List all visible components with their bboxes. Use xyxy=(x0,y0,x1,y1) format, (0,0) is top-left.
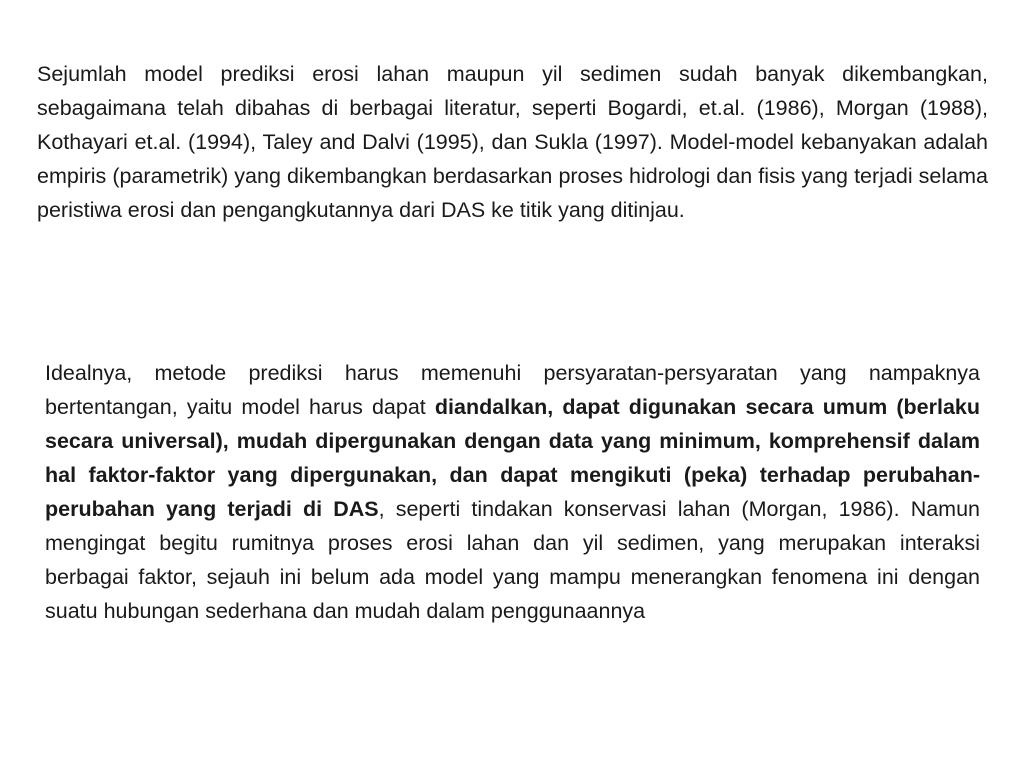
paragraph-2-bold-requirements: diandalkan, dapat digunakan secara umum (berlaku secara universal), mudah dipergunakan dengan data yang minimum, komprehensif dalam hal faktor-faktor yang dipergunakan, dan dapat mengikuti (peka) terhadap perubahan-perubahan yang terjadi di DAS xyxy=(45,395,981,521)
paragraph-1-text: Sejumlah model prediksi erosi lahan maupun yil sedimen sudah banyak dikembangkan, sebagaimana telah dibahas di berbagai literatur, seperti Bogardi, et.al. (1986), Morgan (1988), Kothayari et.al. (1994), Taley and Dalvi (1995), dan Sukla (1997). Model-model kebanyakan adalah empiris (parametrik) yang dikembangkan berdasarkan proses hidrologi dan fisis yang terjadi selama peristiwa erosi dan pengangkutannya dari DAS ke titik yang ditinjau. xyxy=(37,62,988,222)
paragraph-2-intro: Idealnya, metode prediksi harus memenuhi persyaratan-persyaratan yang nampaknya bertentangan, yaitu model harus dapat xyxy=(45,361,980,419)
paragraph-2-rest: , seperti tindakan konservasi lahan (Morgan, 1986). Namun mengingat begitu rumitnya proses erosi lahan dan yil sedimen, yang merupakan interaksi berbagai faktor, sejauh ini belum ada model yang mampu menerangkan fenomena ini dengan suatu hubungan sederhana dan mudah dalam penggunaannya xyxy=(45,497,980,623)
paragraph-prediction-requirements xyxy=(45,356,980,628)
paragraph-models-overview xyxy=(37,57,988,227)
